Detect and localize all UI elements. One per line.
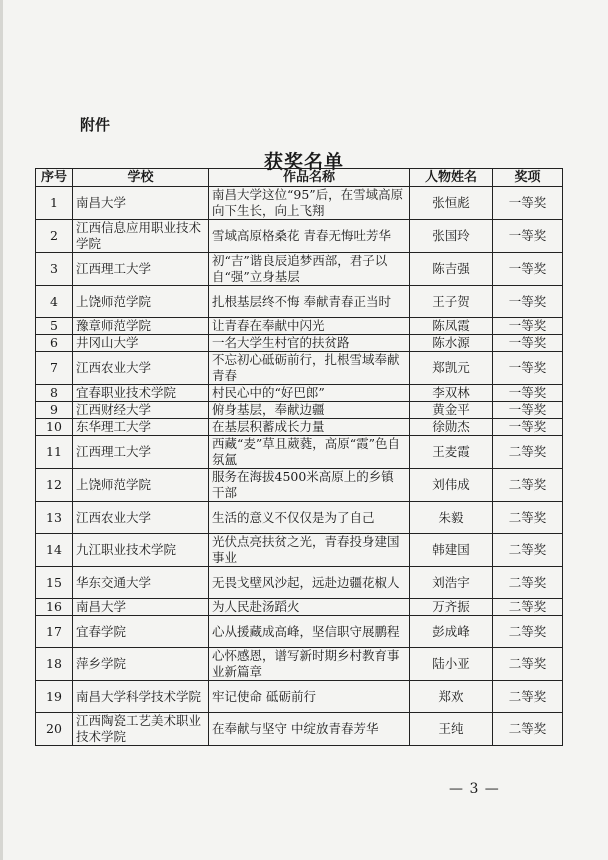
cell-work: 扎根基层终不悔 奉献青春正当时 [209, 286, 410, 318]
cell-school: 上饶师范学院 [73, 469, 209, 502]
cell-work: 雪域高原格桑花 青春无悔吐芳华 [209, 220, 410, 253]
cell-person: 张国玲 [410, 220, 493, 253]
cell-person: 王纯 [410, 713, 493, 746]
cell-prize: 一等奖 [493, 286, 563, 318]
cell-work: 一名大学生村官的扶贫路 [209, 335, 410, 352]
cell-person: 韩建国 [410, 534, 493, 567]
table-row [36, 220, 563, 253]
cell-work: 为人民赴汤蹈火 [209, 599, 410, 616]
cell-school: 东华理工大学 [73, 419, 209, 436]
table-body [36, 187, 563, 746]
cell-work: 在基层积蓄成长力量 [209, 419, 410, 436]
cell-school: 江西理工大学 [73, 253, 209, 286]
cell-school: 九江职业技术学院 [73, 534, 209, 567]
cell-school: 南昌大学 [73, 187, 209, 220]
cell-seq: 20 [36, 713, 73, 746]
table-row [36, 253, 563, 286]
cell-person: 陈水源 [410, 335, 493, 352]
header-seq: 序号 [36, 169, 73, 187]
cell-seq: 1 [36, 187, 73, 220]
attachment-label: 附件 [80, 116, 111, 134]
cell-school: 宜春职业技术学院 [73, 385, 209, 402]
document-title: 获奖名单 [263, 151, 344, 173]
cell-seq: 14 [36, 534, 73, 567]
cell-seq: 11 [36, 436, 73, 469]
cell-work: 俯身基层，奉献边疆 [209, 402, 410, 419]
cell-seq: 2 [36, 220, 73, 253]
cell-person: 陈凤霞 [410, 318, 493, 335]
cell-school: 江西财经大学 [73, 402, 209, 419]
cell-work: 村民心中的“好巴郎” [209, 385, 410, 402]
cell-seq: 10 [36, 419, 73, 436]
cell-person: 万齐振 [410, 599, 493, 616]
cell-school: 江西陶瓷工艺美术职业技术学院 [73, 713, 209, 746]
cell-prize: 二等奖 [493, 616, 563, 648]
cell-person: 李双林 [410, 385, 493, 402]
cell-school: 豫章师范学院 [73, 318, 209, 335]
cell-work: 让青春在奉献中闪光 [209, 318, 410, 335]
cell-prize: 二等奖 [493, 436, 563, 469]
cell-school: 江西理工大学 [73, 436, 209, 469]
cell-work: 在奉献与坚守 中绽放青春芳华 [209, 713, 410, 746]
cell-school: 华东交通大学 [73, 567, 209, 599]
cell-prize: 一等奖 [493, 352, 563, 385]
cell-school: 江西信息应用职业技术学院 [73, 220, 209, 253]
cell-person: 陈吉强 [410, 253, 493, 286]
cell-work: 生活的意义不仅仅是为了自己 [209, 502, 410, 534]
table-row [36, 502, 563, 534]
table-row [36, 648, 563, 681]
cell-prize: 一等奖 [493, 318, 563, 335]
table-row [36, 402, 563, 419]
cell-person: 刘浩宇 [410, 567, 493, 599]
cell-seq: 16 [36, 599, 73, 616]
cell-seq: 13 [36, 502, 73, 534]
table-row [36, 436, 563, 469]
cell-school: 江西农业大学 [73, 502, 209, 534]
table-row [36, 469, 563, 502]
cell-seq: 8 [36, 385, 73, 402]
cell-person: 刘伟成 [410, 469, 493, 502]
cell-person: 彭成峰 [410, 616, 493, 648]
cell-prize: 二等奖 [493, 469, 563, 502]
cell-work: 初“吉”谐良辰追梦西部，君子以自“强”立身基层 [209, 253, 410, 286]
cell-person: 朱毅 [410, 502, 493, 534]
header-person: 人物姓名 [410, 169, 493, 187]
cell-seq: 9 [36, 402, 73, 419]
table-row [36, 567, 563, 599]
cell-prize: 二等奖 [493, 599, 563, 616]
cell-prize: 一等奖 [493, 385, 563, 402]
cell-school: 江西农业大学 [73, 352, 209, 385]
cell-work: 心从援藏成高峰，坚信职守展鹏程 [209, 616, 410, 648]
cell-prize: 一等奖 [493, 402, 563, 419]
cell-prize: 二等奖 [493, 534, 563, 567]
table-row [36, 616, 563, 648]
cell-prize: 一等奖 [493, 419, 563, 436]
cell-seq: 7 [36, 352, 73, 385]
table-row [36, 681, 563, 713]
page-number: — 3 — [449, 781, 500, 797]
header-prize: 奖项 [493, 169, 563, 187]
cell-work: 光伏点亮扶贫之光，青春投身建国事业 [209, 534, 410, 567]
cell-seq: 15 [36, 567, 73, 599]
cell-prize: 一等奖 [493, 253, 563, 286]
cell-work: 南昌大学这位“95”后，在雪域高原向下生长，向上飞翔 [209, 187, 410, 220]
cell-prize: 二等奖 [493, 648, 563, 681]
cell-school: 宜春学院 [73, 616, 209, 648]
table-row [36, 318, 563, 335]
cell-seq: 4 [36, 286, 73, 318]
cell-school: 上饶师范学院 [73, 286, 209, 318]
cell-person: 郑凯元 [410, 352, 493, 385]
cell-work: 服务在海拔4500米高原上的乡镇干部 [209, 469, 410, 502]
cell-work: 牢记使命 砥砺前行 [209, 681, 410, 713]
cell-person: 王麦霞 [410, 436, 493, 469]
cell-person: 王子贺 [410, 286, 493, 318]
cell-school: 南昌大学科学技术学院 [73, 681, 209, 713]
cell-seq: 18 [36, 648, 73, 681]
table-header-row [36, 169, 563, 187]
table-row [36, 187, 563, 220]
cell-person: 陆小亚 [410, 648, 493, 681]
cell-work: 西藏“麦”草且葳蕤，高原“霞”色自氛氲 [209, 436, 410, 469]
header-work: 作品名称 [209, 169, 410, 187]
cell-work: 心怀感恩，谱写新时期乡村教育事业新篇章 [209, 648, 410, 681]
cell-work: 不忘初心砥砺前行，扎根雪域奉献青春 [209, 352, 410, 385]
cell-prize: 二等奖 [493, 681, 563, 713]
cell-seq: 19 [36, 681, 73, 713]
scan-edge-shadow [0, 0, 3, 860]
cell-prize: 一等奖 [493, 187, 563, 220]
table-row [36, 713, 563, 746]
cell-prize: 二等奖 [493, 502, 563, 534]
table-row [36, 286, 563, 318]
award-table [35, 168, 563, 746]
cell-person: 黄金平 [410, 402, 493, 419]
header-school: 学校 [73, 169, 209, 187]
table-row [36, 352, 563, 385]
table-row [36, 419, 563, 436]
cell-seq: 12 [36, 469, 73, 502]
cell-person: 徐勋杰 [410, 419, 493, 436]
cell-seq: 17 [36, 616, 73, 648]
cell-prize: 一等奖 [493, 335, 563, 352]
cell-prize: 二等奖 [493, 713, 563, 746]
cell-person: 郑欢 [410, 681, 493, 713]
cell-seq: 3 [36, 253, 73, 286]
table-row [36, 534, 563, 567]
cell-school: 井冈山大学 [73, 335, 209, 352]
cell-work: 无畏戈壁风沙起，远赴边疆花椒人 [209, 567, 410, 599]
table-row [36, 335, 563, 352]
cell-school: 萍乡学院 [73, 648, 209, 681]
table-row [36, 385, 563, 402]
cell-prize: 二等奖 [493, 567, 563, 599]
cell-person: 张恒彪 [410, 187, 493, 220]
table-row [36, 599, 563, 616]
cell-prize: 一等奖 [493, 220, 563, 253]
cell-seq: 6 [36, 335, 73, 352]
cell-seq: 5 [36, 318, 73, 335]
cell-school: 南昌大学 [73, 599, 209, 616]
